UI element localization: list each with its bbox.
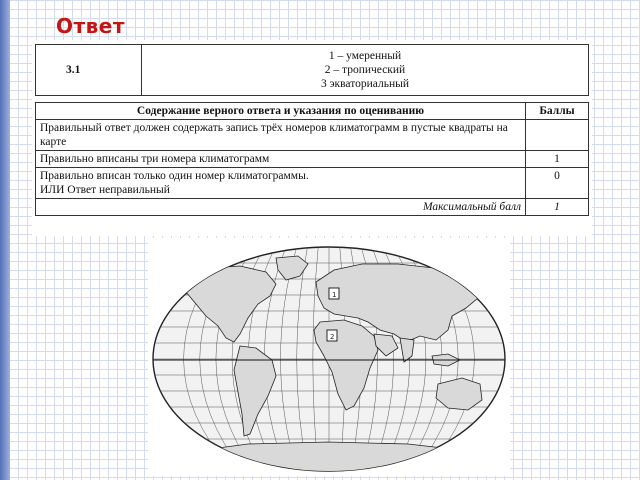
svg-text:1: 1 xyxy=(332,291,337,299)
criteria-text: Правильный ответ должен содержать запись трёх номеров климатограмм в пустые квадраты на карте xyxy=(36,120,526,151)
max-score-value: 1 xyxy=(526,199,589,216)
climatogram-marker-1 xyxy=(329,288,339,299)
climatogram-marker-2 xyxy=(327,330,337,341)
criteria-text-line-2: ИЛИ Ответ неправильный xyxy=(40,184,170,196)
answer-line-1: 1 – умеренный xyxy=(328,50,402,62)
criteria-header-points: Баллы xyxy=(526,103,589,120)
task-number: 3.1 xyxy=(36,45,142,96)
criteria-points: 0 xyxy=(526,168,589,199)
criteria-row xyxy=(36,151,589,168)
criteria-row xyxy=(36,168,589,199)
scanned-answer-document xyxy=(32,40,592,236)
answer-table xyxy=(35,44,589,96)
criteria-header-row xyxy=(36,103,589,120)
answer-row xyxy=(36,45,589,96)
criteria-text-line-1: Правильно вписан только один номер климатограммы. xyxy=(40,170,309,182)
slide-left-accent-bar xyxy=(0,0,10,480)
max-score-label: Максимальный балл xyxy=(36,199,526,216)
criteria-max-row xyxy=(36,199,589,216)
answer-line-2: 2 – тропический xyxy=(324,64,406,76)
world-map-graphic xyxy=(148,238,510,476)
svg-text:2: 2 xyxy=(330,333,335,341)
world-map xyxy=(148,238,510,476)
answer-line-3: 3 экваториальный xyxy=(321,78,409,90)
criteria-row xyxy=(36,120,589,151)
criteria-points: 1 xyxy=(526,151,589,168)
criteria-points xyxy=(526,120,589,151)
criteria-header-content: Содержание верного ответа и указания по оцениванию xyxy=(36,103,526,120)
criteria-text xyxy=(36,168,526,199)
criteria-table xyxy=(35,102,589,216)
slide-title: Ответ xyxy=(56,14,125,38)
criteria-text: Правильно вписаны три номера климатограмм xyxy=(36,151,526,168)
answer-values xyxy=(142,45,589,96)
